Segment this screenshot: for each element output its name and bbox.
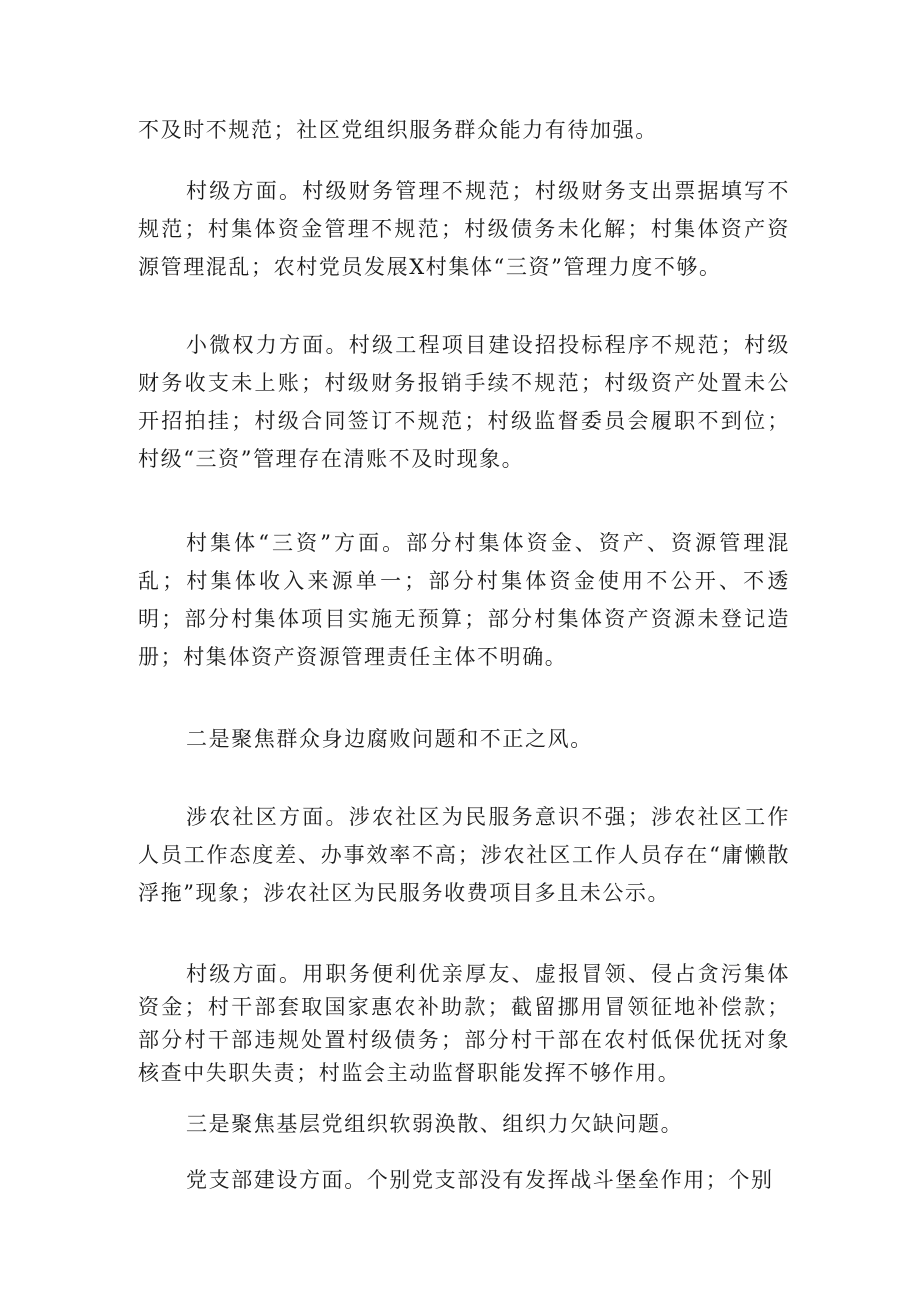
paragraph-micro-power: 小微权力方面。村级工程项目建设招投标程序不规范；村级财务收支未上账；村级财务报销手续不规范；村级资产处置未公开招拍挂；村级合同签订不规范；村级监督委员会履职不到位；村级“三资”管理存在清账不及时现象。 (138, 333, 790, 471)
paragraph-community: 涉农社区方面。涉农社区为民服务意识不强；涉农社区工作人员工作态度差、办事效率不高；涉农社区工作人员存在“庸懒散浮拖”现象；涉农社区为民服务收费项目多且未公示。 (138, 805, 790, 905)
paragraph-continuation: 不及时不规范；社区党组织服务群众能力有待加强。 (138, 118, 658, 142)
paragraph-three-assets: 村集体“三资”方面。部分村集体资金、资产、资源管理混乱；村集体收入来源单一；部分村集体资金使用不公开、不透明；部分村集体项目实施无预算；部分村集体资产资源未登记造册；村集体资产资源管理责任主体不明确。 (138, 531, 790, 669)
paragraph-village-level: 村级方面。村级财务管理不规范；村级财务支出票据填写不规范；村集体资金管理不规范；村级债务未化解；村集体资产资源管理混乱；农村党员发展X村集体“三资”管理力度不够。 (138, 179, 790, 279)
paragraph-heading-two: 二是聚焦群众身边腐败问题和不正之风。 (186, 727, 593, 751)
paragraph-village-corruption: 村级方面。用职务便利优亲厚友、虚报冒领、侵占贪污集体资金；村干部套取国家惠农补助款；截留挪用冒领征地补偿款；部分村干部违规处置村级债务；部分村干部在农村低保优抚对象核查中失职失责；村监会主动监督职能发挥不够作用。 (138, 962, 790, 1085)
paragraph-party-branch: 党支部建设方面。个别党支部没有发挥战斗堡垒作用；个别 (186, 1168, 774, 1192)
paragraph-heading-three: 三是聚焦基层党组织软弱涣散、组织力欠缺问题。 (186, 1112, 684, 1136)
